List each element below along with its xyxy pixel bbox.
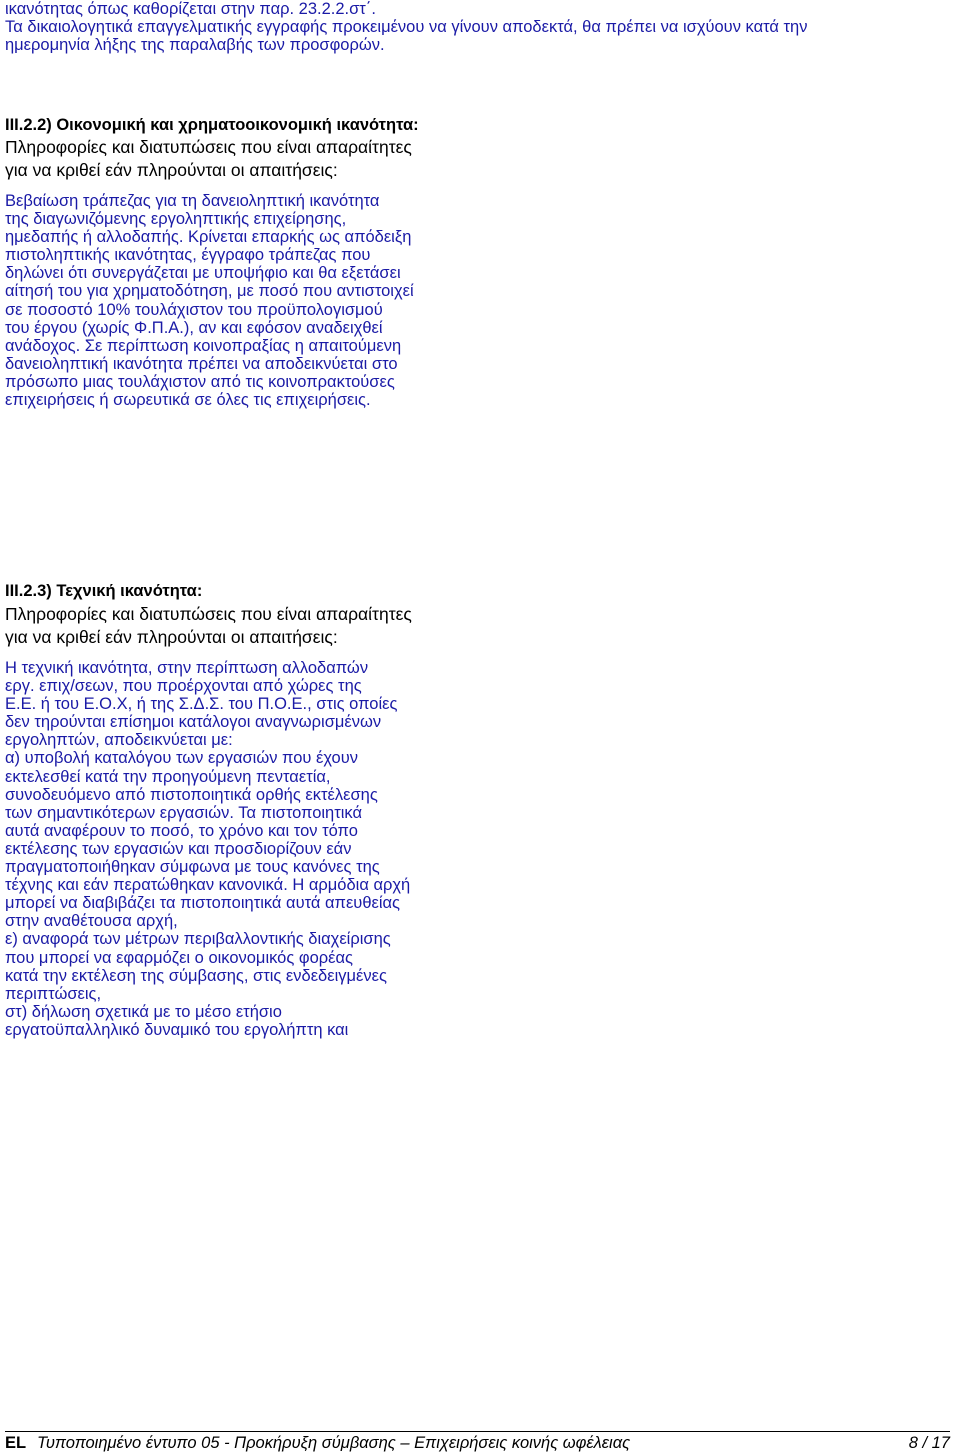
text-line: κατά την εκτέλεση της σύμβασης, στις ενδεδειγμένες: [5, 966, 387, 985]
text-line: αίτησή του για χρηματοδότηση, με ποσό που αντιστοιχεί: [5, 282, 414, 301]
text-line: συνοδευόμενο από πιστοποιητικά ορθής εκτέλεσης: [5, 785, 378, 804]
text-line: στην αναθέτουσα αρχή,: [5, 912, 178, 931]
text-line: πιστοληπτικής ικανότητας, έγγραφο τράπεζας που: [5, 246, 371, 265]
text-line: Βεβαίωση τράπεζας για τη δανειοληπτική ικανότητα: [5, 192, 380, 210]
text-line: περιπτώσεις,: [5, 984, 102, 1003]
section-intro: [5, 603, 950, 648]
text-line: για να κριθεί εάν πληρούνται οι απαιτήσεις:: [5, 159, 338, 180]
text-line: που μπορεί να εφαρμόζει ο οικονομικός φορέας: [5, 948, 353, 967]
footer-page-number: 8 / 17: [908, 1434, 950, 1452]
text-line: επιχειρήσεις ή σωρευτικά σε όλες τις επιχειρήσεις.: [5, 391, 371, 410]
section-body: [5, 659, 950, 1039]
text-line: ε) αναφορά των μέτρων περιβαλλοντικής διαχείρισης: [5, 930, 391, 949]
footer-language-code: EL: [5, 1434, 27, 1452]
footer-form-title: Τυποποιημένο έντυπο 05 - Προκήρυξη σύμβασης – Επιχειρήσεις κοινής ωφέλειας: [37, 1434, 631, 1452]
section-heading: III.2.2) Οικονομική και χρηματοοικονομική ικανότητα:: [5, 116, 419, 134]
text-line: δανειοληπτική ικανότητα πρέπει να αποδεικνύεται στο: [5, 354, 398, 373]
text-line: εργοληπτών, αποδεικνύεται με:: [5, 731, 233, 750]
section-body: [5, 192, 950, 409]
text-line: των σημαντικότερων εργασιών. Τα πιστοποιητικά: [5, 803, 362, 822]
text-line: πραγματοποιήθηκαν σύμφωνα με τους κανόνες της: [5, 858, 380, 877]
text-line: στ) δήλωση σχετικά με το μέσο ετήσιο: [5, 1002, 282, 1021]
text-line: εκτελεσθεί κατά την προηγούμενη πενταετία,: [5, 767, 331, 786]
text-line: ανάδοχος. Σε περίπτωση κοινοπραξίας η απαιτούμενη: [5, 336, 402, 355]
text-line: ικανότητας όπως καθορίζεται στην παρ. 23.2.2.στ΄.: [5, 0, 376, 18]
text-line: α) υποβολή καταλόγου των εργασιών που έχουν: [5, 749, 359, 768]
text-line: ημερομηνία λήξης της παραλαβής των προσφορών.: [5, 36, 385, 55]
text-line: ημεδαπής ή αλλοδαπής. Κρίνεται επαρκής ως απόδειξη: [5, 228, 412, 247]
intro-paragraph: [5, 0, 950, 54]
text-line: Πληροφορίες και διατυπώσεις που είναι απαραίτητες: [5, 604, 412, 624]
text-line: Η τεχνική ικανότητα, στην περίπτωση αλλοδαπών: [5, 659, 369, 677]
text-line: Τα δικαιολογητικά επαγγελματικής εγγραφής προκειμένου να γίνουν αποδεκτά, θα πρέπει να ισχύουν κατά την: [5, 18, 808, 37]
page-footer: [5, 1431, 950, 1452]
text-line: του έργου (χωρίς Φ.Π.Α.), αν και εφόσον αναδειχθεί: [5, 318, 383, 337]
text-line: εργ. επιχ/σεων, που προέρχονται από χώρες της: [5, 677, 362, 696]
section-heading: III.2.3) Τεχνική ικανότητα:: [5, 582, 203, 600]
text-line: Ε.Ε. ή του Ε.Ο.Χ, ή της Σ.Δ.Σ. του Π.Ο.Ε., στις οποίες: [5, 695, 398, 714]
text-line: δεν τηρούνται επίσημοι κατάλογοι αναγνωρισμένων: [5, 713, 382, 732]
text-line: για να κριθεί εάν πληρούνται οι απαιτήσεις:: [5, 626, 338, 647]
text-line: εργατοϋπαλληλικό δυναμικό του εργολήπτη και: [5, 1020, 349, 1039]
text-line: εκτέλεσης των εργασιών και προσδιορίζουν εάν: [5, 839, 352, 858]
text-line: δηλώνει ότι συνεργάζεται με υποψήφιο και θα εξετάσει: [5, 264, 401, 283]
text-line: πρόσωπο μιας τουλάχιστον από τις κοινοπρακτούσες: [5, 372, 395, 391]
section-intro: [5, 136, 950, 181]
text-line: της διαγωνιζόμενης εργοληπτικής επιχείρησης,: [5, 210, 347, 229]
text-line: σε ποσοστό 10% τουλάχιστον του προϋπολογισμού: [5, 300, 383, 319]
text-line: αυτά αναφέρουν το ποσό, το χρόνο και τον τόπο: [5, 821, 358, 840]
text-line: τέχνης και εάν περατώθηκαν κανονικά. Η αρμόδια αρχή: [5, 876, 411, 895]
text-line: Πληροφορίες και διατυπώσεις που είναι απαραίτητες: [5, 137, 412, 157]
text-line: μπορεί να διαβιβάζει τα πιστοποιητικά αυτά απευθείας: [5, 894, 401, 913]
